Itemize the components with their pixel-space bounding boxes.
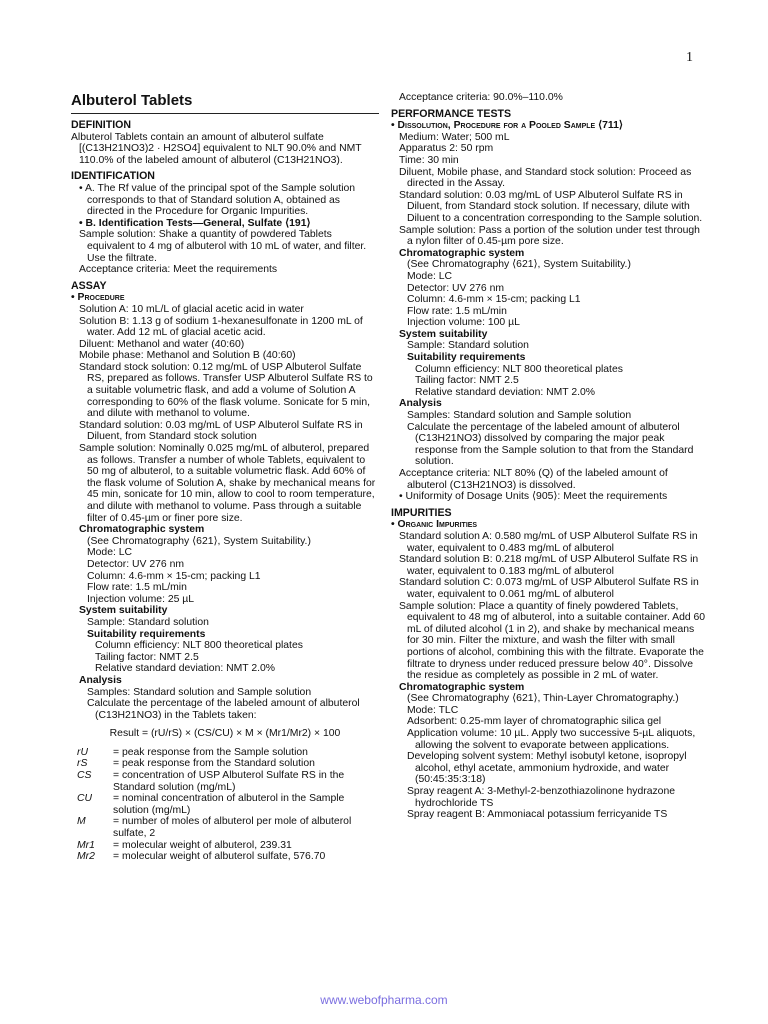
impurities-adsorbent: Adsorbent: 0.25-mm layer of chromatographic silica gel: [407, 716, 662, 728]
performance-time: Time: 30 min: [399, 154, 459, 166]
performance-ss-sample: Sample: Standard solution: [407, 340, 529, 352]
impurities-chrom-system: Chromatographic system: [399, 681, 525, 693]
assay-rsd: Relative standard deviation: NMT 2.0%: [95, 663, 276, 675]
performance-tailing-factor: Tailing factor: NMT 2.5: [415, 375, 519, 387]
definition-text: Albuterol Tablets contain an amount of albuterol sulfate [(C13H21NO3)2 · H2SO4] equivalent to NLT 90.0% and NMT 110.0% of the labeled amount of albuterol (C13H21NO3).: [71, 131, 362, 166]
assay-solution-b: Solution B: 1.13 g of sodium 1-hexanesulfonate in 1200 mL of water. Add 12 mL of glacial acetic acid.: [79, 315, 363, 339]
definition-text: = concentration of USP Albuterol Sulfate RS in the Standard solution (mg/mL): [113, 770, 345, 793]
identification-b-criteria: Acceptance criteria: Meet the requirements: [79, 264, 278, 276]
performance-ss-requirements: Suitability requirements: [407, 352, 526, 364]
definition-symbol: M: [77, 816, 86, 828]
performance-standard-solution: Standard solution: 0.03 mg/mL of USP Albuterol Sulfate RS in Diluent, from Standard stock solution. If necessary, dilute with Diluent to a concentration corresponding to the Sample solution.: [399, 189, 703, 224]
definition-row: [77, 816, 379, 839]
definition-row: [77, 758, 379, 770]
impurities-std-c: Standard solution C: 0.073 mg/mL of USP Albuterol Sulfate RS in water, equivalent to 0.061 mg/mL of albuterol: [399, 577, 699, 600]
definition-symbol: CU: [77, 793, 93, 805]
assay-mobile-phase: Mobile phase: Methanol and Solution B (40:60): [79, 350, 296, 362]
definition-text: = number of moles of albuterol per mole of albuterol sulfate, 2: [113, 816, 352, 840]
assay-sample-solution: Sample solution: Nominally 0.025 mg/mL of albuterol, prepared as follows. Transfer a number of whole Tablets, equivalent to 50 mg of albuterol, to a suitable volumetric flask. Add 60% of the flask volume of Solution A, shake by mechanical means for 45 min, sonicate for 10 min, allow to cool to room temperature, and dilute with methanol to volume. Pass through a suitable filter of 0.45-µm or finer pore size.: [79, 443, 376, 524]
impurities-organic: • Organic Impurities: [391, 519, 478, 531]
page-number: 1: [686, 50, 693, 65]
impurities-sample-solution: Sample solution: Place a quantity of finely powdered Tablets, equivalent to 48 mg of albuterol, into a suitable container. Add 60 mL of diluted alcohol (1 in 2), and shake by mechanical means for 30 min. Filter the mixture, and wash the filter with small portions of alcohol, combining this with the filtrate. Evaporate the filtrate to dryness under reduced pressure below 40°. Dissolve the residue as completely as possible in 2 mL of water.: [399, 600, 706, 682]
performance-analysis: Analysis: [399, 398, 442, 410]
performance-heading: PERFORMANCE TESTS: [391, 107, 512, 120]
assay-solution-a: Solution A: 10 mL/L of glacial acetic acid in water: [79, 303, 304, 315]
impurities-developing: Developing solvent system: Methyl isobutyl ketone, isopropyl alcohol, ethyl acetate, ammonium hydroxide, and water (50:45:35:3:18): [407, 751, 687, 786]
assay-procedure: • Procedure: [71, 292, 125, 304]
performance-diluent: Diluent, Mobile phase, and Standard stock solution: Proceed as directed in the Assay.: [399, 166, 692, 190]
definition-symbol: rS: [77, 758, 88, 770]
footer-link[interactable]: www.webofpharma.com: [320, 993, 448, 1007]
performance-mode: Mode: LC: [407, 270, 453, 282]
performance-sample-solution: Sample solution: Pass a portion of the solution under test through a nylon filter of 0.45-µm pore size.: [399, 224, 700, 248]
definition-symbol: rU: [77, 746, 88, 758]
performance-rsd: Relative standard deviation: NMT 2.0%: [415, 386, 596, 398]
definition-heading: DEFINITION: [71, 119, 132, 131]
identification-heading: IDENTIFICATION: [71, 170, 155, 183]
assay-heading: ASSAY: [71, 279, 107, 292]
assay-ss-sample: Sample: Standard solution: [87, 616, 209, 628]
identification-a: • A. The Rf value of the principal spot of the Sample solution corresponds to that of Standard solution A, obtained as directed in the Procedure for Organic Impurities.: [79, 182, 356, 218]
assay-mode: Mode: LC: [87, 547, 133, 559]
performance-uniformity: • Uniformity of Dosage Units ⟨905⟩: Meet the requirements: [399, 491, 668, 503]
left-column: [71, 92, 379, 863]
performance-acceptance: Acceptance criteria: NLT 80% (Q) of the labeled amount of albuterol (C13H21NO3) is dissolved.: [399, 468, 668, 491]
assay-analysis: Analysis: [79, 674, 122, 686]
assay-standard-solution: Standard solution: 0.03 mg/mL of USP Albuterol Sulfate RS in Diluent, from Standard stock solution: [79, 419, 363, 443]
assay-injection-volume: Injection volume: 25 µL: [87, 593, 195, 605]
monograph-title: Albuterol Tablets: [71, 92, 379, 114]
performance-samples: Samples: Standard solution and Sample solution: [407, 410, 632, 422]
impurities-spray-b: Spray reagent B: Ammoniacal potassium ferricyanide TS: [407, 809, 668, 821]
assay-chrom-system: Chromatographic system: [79, 524, 205, 536]
assay-detector: Detector: UV 276 nm: [87, 558, 185, 570]
assay-column: Column: 4.6-mm × 15-cm; packing L1: [87, 570, 261, 582]
impurities-mode: Mode: TLC: [407, 704, 459, 716]
impurities-chrom-see: (See Chromatography ⟨621⟩, Thin-Layer Chromatography.): [407, 693, 679, 705]
assay-column-efficiency: Column efficiency: NLT 800 theoretical plates: [95, 640, 303, 652]
assay-acceptance: Acceptance criteria: 90.0%–110.0%: [399, 92, 563, 103]
definition-symbol: Mr1: [77, 839, 95, 851]
assay-flow-rate: Flow rate: 1.5 mL/min: [87, 582, 187, 594]
performance-column-efficiency: Column efficiency: NLT 800 theoretical plates: [415, 363, 623, 375]
assay-ss-requirements: Suitability requirements: [87, 628, 206, 640]
performance-chrom-see: (See Chromatography ⟨621⟩, System Suitability.): [407, 259, 631, 271]
performance-chrom-system: Chromatographic system: [399, 247, 525, 259]
identification-b-sample: Sample solution: Shake a quantity of powdered Tablets equivalent to 4 mg of albuterol with 10 mL of water, and filter. Use the filtrate.: [79, 229, 367, 264]
impurities-spray-a: Spray reagent A: 3-Methyl-2-benzothiazolinone hydrazone hydrochloride TS: [407, 786, 676, 809]
definition-symbol: Mr2: [77, 851, 95, 863]
identification-b-title: • B. Identification Tests—General, Sulfate ⟨191⟩: [79, 217, 311, 229]
definition-row: [77, 851, 379, 863]
performance-dissolution: • Dissolution, Procedure for a Pooled Sample ⟨711⟩: [391, 120, 623, 132]
performance-calculate: Calculate the percentage of the labeled amount of albuterol (C13H21NO3) dissolved by comparing the major peak response from the Sample solution to that from the Standard solution.: [407, 421, 694, 468]
definition-row: [77, 793, 379, 816]
performance-apparatus: Apparatus 2: 50 rpm: [399, 143, 494, 155]
performance-medium: Medium: Water; 500 mL: [399, 131, 510, 143]
definition-text: = peak response from the Sample solution: [113, 746, 308, 758]
definition-text: = molecular weight of albuterol sulfate, 576.70: [113, 851, 326, 863]
definition-row: [77, 747, 379, 759]
performance-flow-rate: Flow rate: 1.5 mL/min: [407, 305, 507, 317]
definition-row: [77, 770, 379, 793]
assay-standard-stock: Standard stock solution: 0.12 mg/mL of USP Albuterol Sulfate RS, prepared as follows. Transfer USP Albuterol Sulfate RS to a suitable volumetric flask, and add a volume of Solution A corresponding to 60% of the flask volume. Sonicate for 5 min, and dilute with methanol to volume.: [79, 361, 373, 420]
assay-formula: Result = (rU/rS) × (CS/CU) × M × (Mr1/Mr2) × 100: [109, 728, 341, 740]
assay-system-suitability: System suitability: [79, 605, 168, 617]
assay-calculate: Calculate the percentage of the labeled amount of albuterol (C13H21NO3) in the Tablets taken:: [87, 698, 360, 721]
performance-injection-volume: Injection volume: 100 µL: [407, 317, 520, 329]
assay-tailing-factor: Tailing factor: NMT 2.5: [95, 651, 199, 663]
performance-system-suitability: System suitability: [399, 328, 488, 340]
performance-detector: Detector: UV 276 nm: [407, 282, 505, 294]
assay-diluent: Diluent: Methanol and water (40:60): [79, 338, 245, 350]
impurities-std-b: Standard solution B: 0.218 mg/mL of USP Albuterol Sulfate RS in water, equivalent to 0.183 mg/mL of albuterol: [399, 554, 699, 577]
impurities-application: Application volume: 10 µL. Apply two successive 5-µL aliquots, allowing the solvent to evaporate between applications.: [407, 728, 696, 751]
assay-definitions: [77, 747, 379, 863]
performance-column: Column: 4.6-mm × 15-cm; packing L1: [407, 294, 581, 306]
definition-symbol: CS: [77, 770, 92, 782]
impurities-std-a: Standard solution A: 0.580 mg/mL of USP Albuterol Sulfate RS in water, equivalent to 0.483 mg/mL of albuterol: [399, 530, 698, 554]
definition-row: [77, 840, 379, 852]
right-column: [391, 92, 706, 821]
assay-samples: Samples: Standard solution and Sample solution: [87, 686, 312, 698]
definition-text: = peak response from the Standard solution: [113, 758, 315, 770]
definition-text: = nominal concentration of albuterol in the Sample solution (mg/mL): [113, 793, 345, 816]
assay-chrom-see: (See Chromatography ⟨621⟩, System Suitability.): [87, 535, 311, 547]
impurities-heading: IMPURITIES: [391, 506, 452, 519]
definition-text: = molecular weight of albuterol, 239.31: [113, 839, 292, 851]
